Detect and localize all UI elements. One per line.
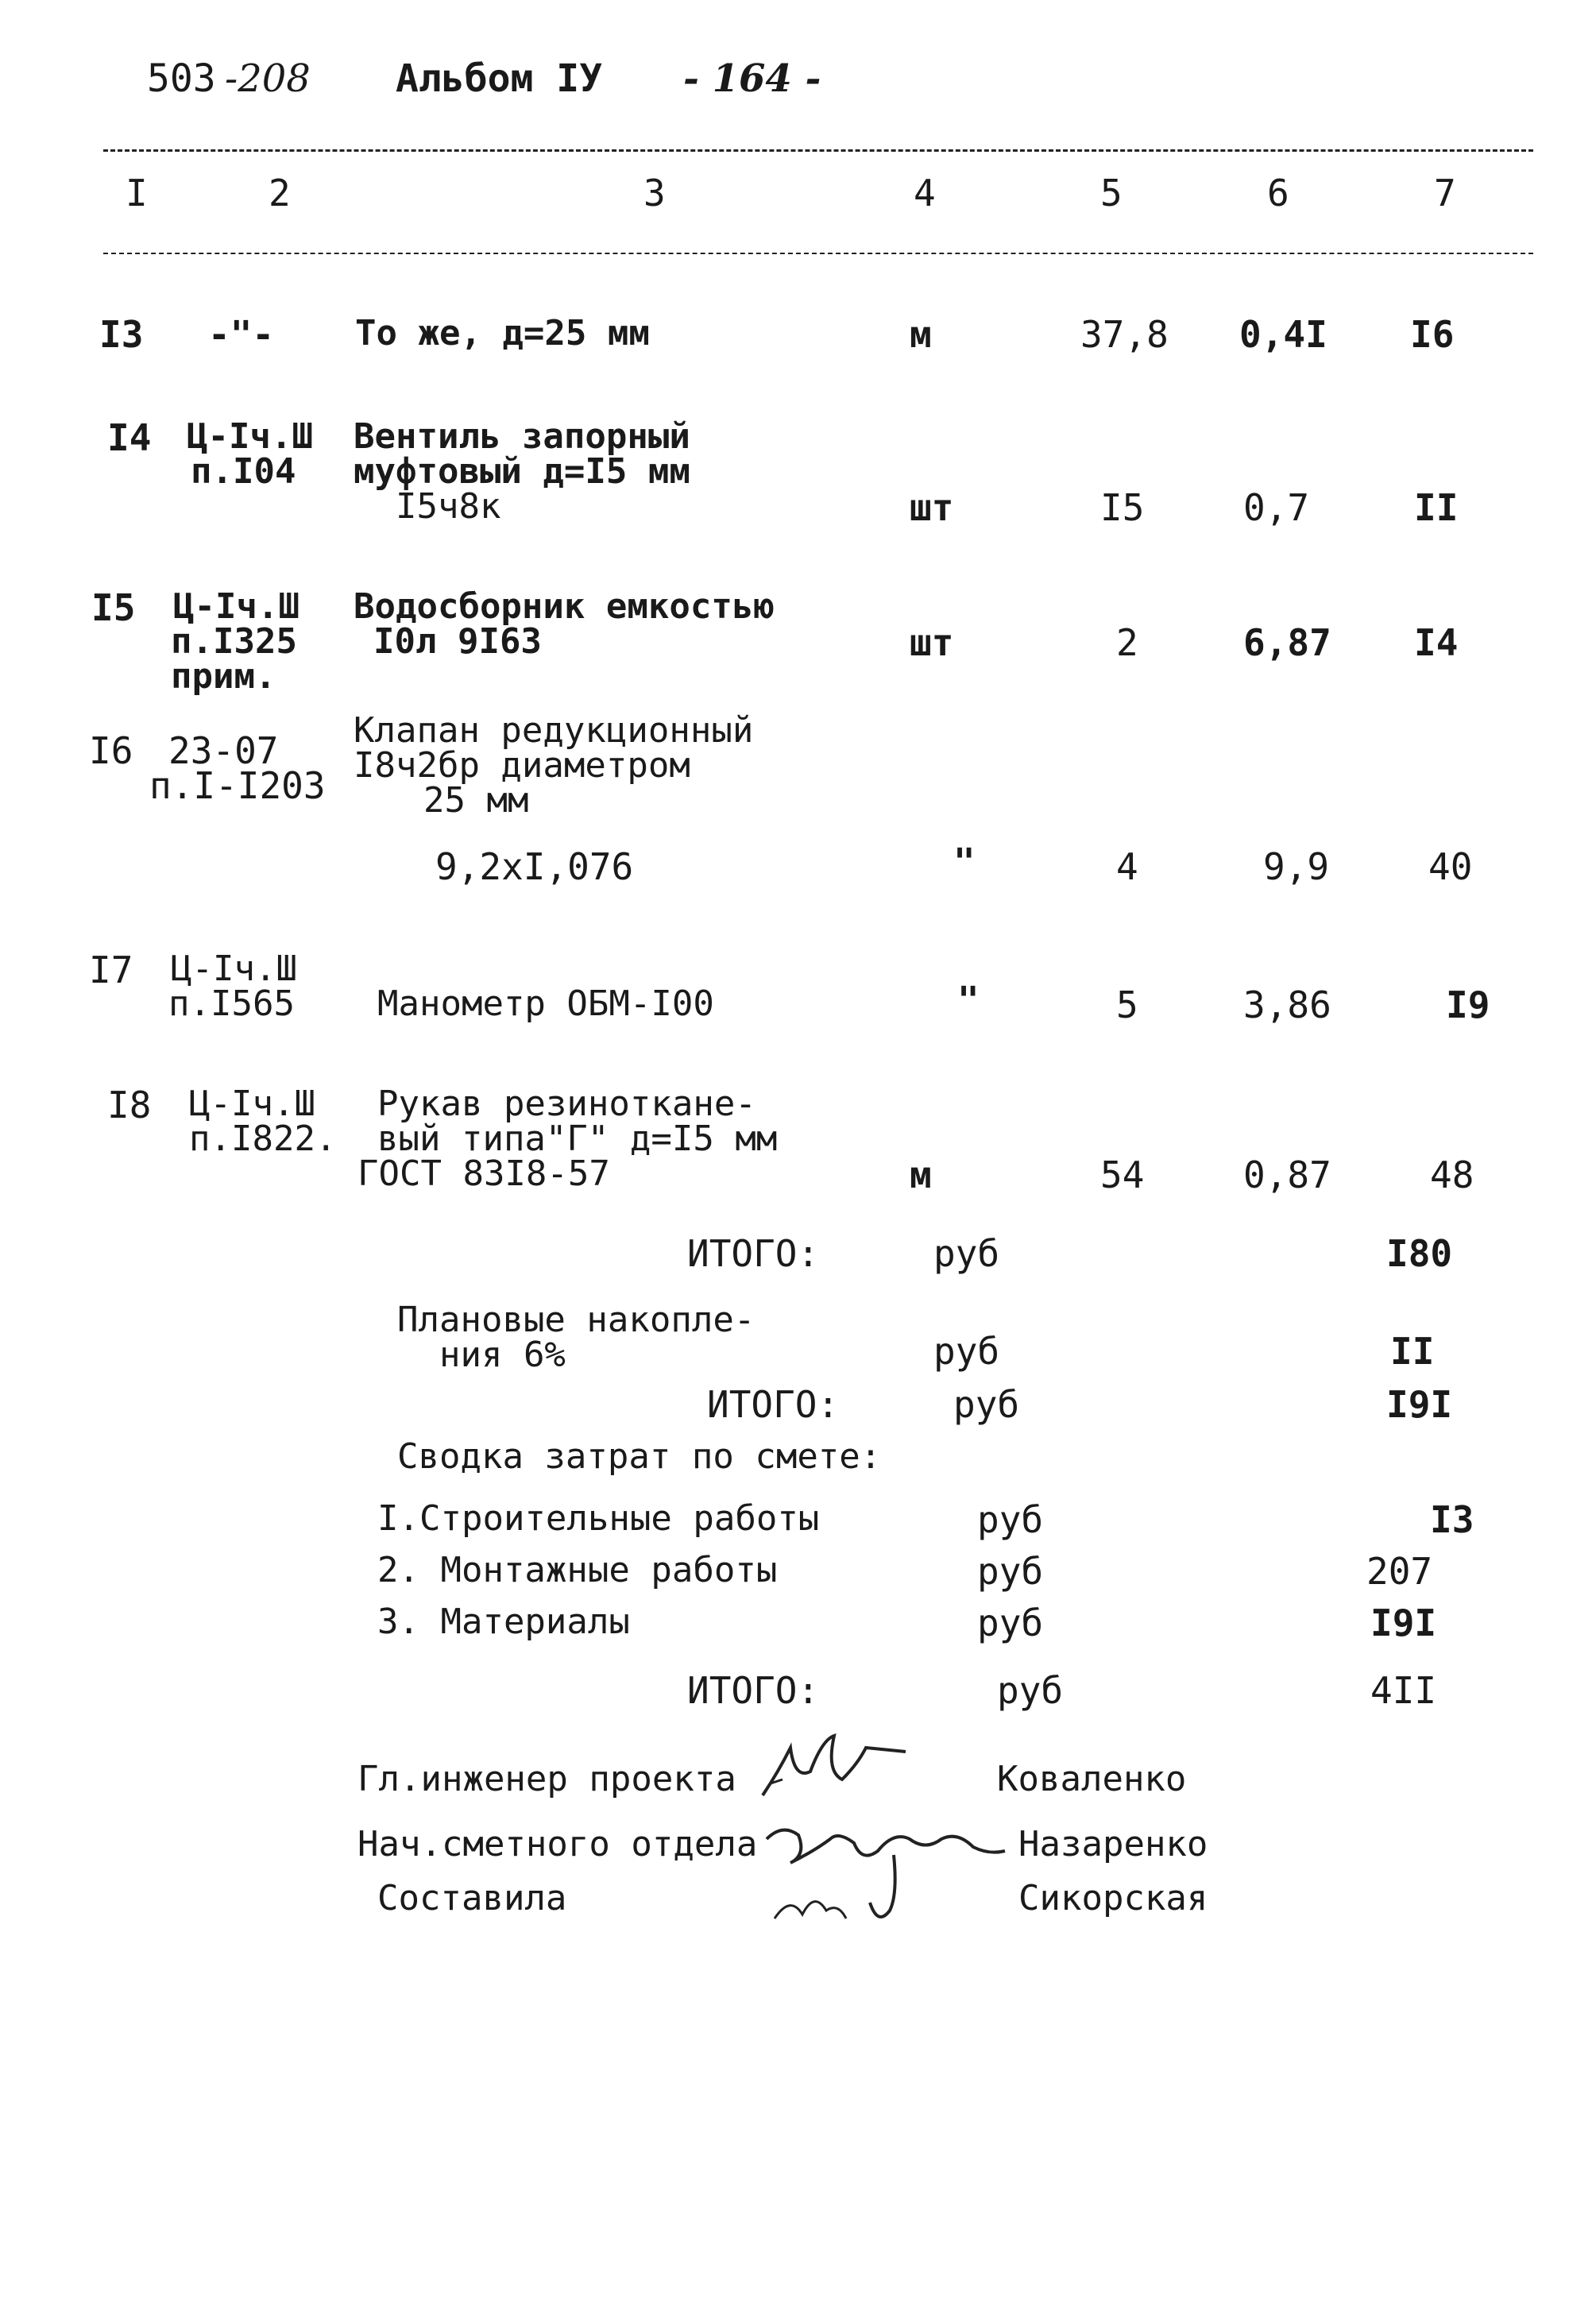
svodka-item-unit: руб [977, 1602, 1044, 1644]
signature-role: Гл.инженер проекта [357, 1759, 736, 1799]
row-description: Манометр ОБМ-I00 [377, 983, 714, 1024]
row-unit: шт [910, 486, 954, 529]
row-description: Рукав резинотканe- [377, 1084, 756, 1124]
svodka-item-label: 2. Монтажные работы [377, 1550, 778, 1590]
row-reference: Ц-Iч.Ш [187, 416, 313, 457]
row-total: I6 [1410, 313, 1455, 356]
doc-code-handwritten: -208 [225, 56, 311, 101]
row-total: 48 [1430, 1153, 1474, 1196]
svodka-item-unit: руб [977, 1498, 1044, 1541]
col-header-7: 7 [1434, 172, 1456, 214]
itogo-unit: руб [933, 1232, 1000, 1275]
row-reference: п.I822. [189, 1119, 337, 1159]
row-unit: шт [910, 621, 954, 664]
row-quantity: 5 [1116, 983, 1138, 1026]
col-header-3: 3 [643, 172, 666, 214]
itogo-label: ИТОГО: [687, 1669, 820, 1712]
row-description: Вентиль запорный [354, 416, 690, 457]
row-description: Водосборник емкостью [354, 586, 775, 627]
page-number: - 164 - [683, 56, 821, 101]
row-description: То же, д=25 мм [355, 313, 650, 354]
row-total: I4 [1414, 621, 1459, 664]
itogo-unit: руб [953, 1383, 1020, 1426]
row-unit-price: 0,87 [1243, 1153, 1331, 1196]
svodka-item-value: I9I [1370, 1602, 1437, 1644]
col-header-2: 2 [269, 172, 291, 214]
col-header-5: 5 [1100, 172, 1123, 214]
itogo-value: I9I [1386, 1383, 1453, 1426]
signature-name: Сикорская [1018, 1878, 1208, 1918]
signature-role: Составила [377, 1878, 567, 1918]
row-reference: Ц-Iч.Ш [171, 949, 297, 989]
row-unit: м [910, 313, 932, 356]
doc-code-prefix: 503 [147, 56, 216, 101]
row-reference: Ц-Iч.Ш [189, 1084, 315, 1124]
header-rule [103, 253, 1533, 254]
row-unit: " [953, 840, 976, 883]
handwritten-signature-icon [747, 1724, 969, 1811]
svodka-title: Сводка затрат по смете: [397, 1436, 882, 1477]
row-reference: п.I565 [168, 983, 295, 1024]
row-quantity: 2 [1116, 621, 1138, 664]
row-quantity: 54 [1100, 1153, 1145, 1196]
itogo-label: ИТОГО: [687, 1232, 820, 1275]
row-quantity: 37,8 [1080, 313, 1169, 356]
svodka-item-unit: руб [977, 1550, 1044, 1593]
signature-role: Нач.сметного отдела [357, 1824, 758, 1864]
row-reference: 23-07 [168, 729, 279, 772]
row-quantity: 4 [1116, 845, 1138, 888]
row-unit: " [957, 979, 980, 1022]
row-reference: прим. [171, 656, 276, 697]
album-title: Альбом IУ [396, 56, 603, 101]
row-number: I5 [91, 586, 136, 629]
row-description: вый типа"Г" д=I5 мм [377, 1119, 778, 1159]
row-number: I3 [99, 313, 144, 356]
row-description: муфтовый д=I5 мм [354, 451, 690, 492]
row-number: I7 [89, 949, 133, 991]
row-reference: п.I325 [171, 621, 297, 662]
row-number: I8 [107, 1084, 152, 1126]
savings-unit: руб [933, 1330, 1000, 1373]
row-reference: п.I04 [191, 451, 296, 492]
row-calculation: 9,2хI,076 [435, 845, 634, 888]
svodka-item-value: 207 [1366, 1550, 1433, 1593]
row-total: 40 [1428, 845, 1473, 888]
row-description: I8ч2бр диаметром [354, 745, 690, 786]
col-header-4: 4 [914, 172, 936, 214]
row-description: I5ч8к [354, 486, 501, 527]
row-unit-price: 6,87 [1243, 621, 1331, 664]
row-number: I6 [89, 729, 133, 772]
savings-label: Плановые накопле- [397, 1300, 755, 1340]
row-quantity: I5 [1100, 486, 1145, 529]
row-reference: п.I-I203 [149, 764, 326, 807]
row-unit-price: 3,86 [1243, 983, 1331, 1026]
itogo-value: 4II [1370, 1669, 1437, 1712]
signature-name: Коваленко [997, 1759, 1187, 1799]
row-total: II [1414, 486, 1459, 529]
col-header-6: 6 [1267, 172, 1289, 214]
row-unit-price: 0,7 [1243, 486, 1310, 529]
svodka-item-label: 3. Материалы [377, 1602, 630, 1642]
row-total: I9 [1446, 983, 1490, 1026]
row-reference: -"- [208, 313, 275, 356]
itogo-label: ИТОГО: [707, 1383, 840, 1426]
row-reference: Ц-Iч.Ш [173, 586, 299, 627]
col-header-1: I [126, 172, 148, 214]
row-unit: м [910, 1153, 932, 1196]
svodka-item-value: I3 [1430, 1498, 1474, 1541]
row-number: I4 [107, 416, 152, 459]
row-description: ГОСТ 83I8-57 [357, 1153, 610, 1194]
svodka-item-label: I.Строительные работы [377, 1498, 820, 1539]
savings-value: II [1390, 1330, 1435, 1373]
row-unit-price: 0,4I [1239, 313, 1327, 356]
row-description: I0л 9I63 [373, 621, 542, 662]
top-rule [103, 149, 1533, 152]
row-description: 25 мм [381, 780, 529, 821]
itogo-value: I80 [1386, 1232, 1453, 1275]
savings-label: ния 6% [397, 1335, 566, 1375]
itogo-unit: руб [997, 1669, 1064, 1712]
row-unit-price: 9,9 [1263, 845, 1330, 888]
handwritten-signature-icon [759, 1807, 1021, 1942]
row-description: Клапан редукционный [354, 710, 754, 751]
signature-name: Назаренко [1018, 1824, 1208, 1864]
